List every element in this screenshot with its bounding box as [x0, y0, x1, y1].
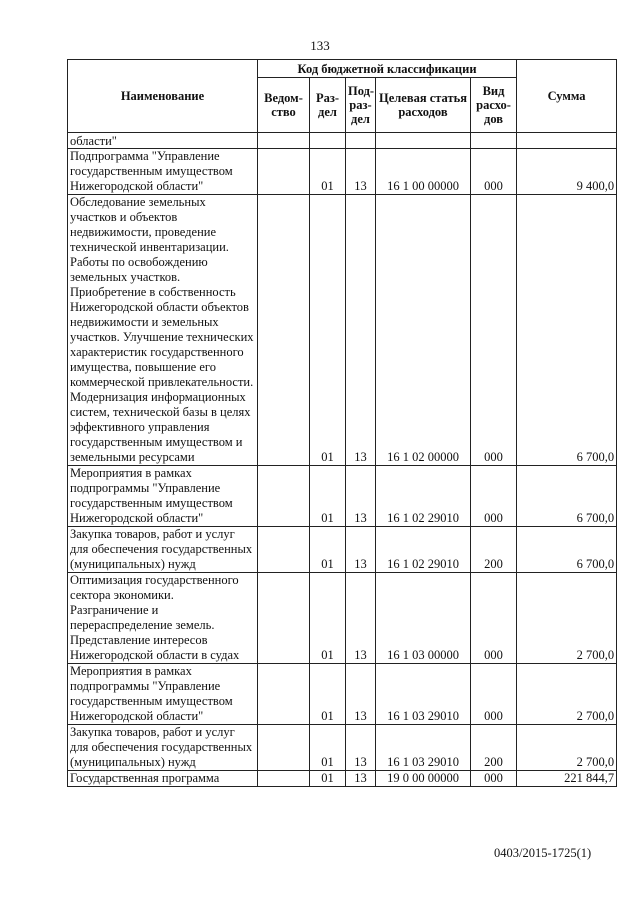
cell-razdel: 01: [310, 725, 346, 771]
cell-podrazdel: 13: [346, 725, 376, 771]
header-row-top: [68, 60, 617, 78]
cell-podrazdel: 13: [346, 149, 376, 195]
page-number: 133: [310, 38, 330, 53]
header-sum: Сумма: [517, 60, 617, 133]
header-vedomstvo: Ведом-ство: [258, 78, 310, 133]
cell-expense-type: 200: [471, 725, 517, 771]
cell-name: Обследование земельных участков и объектов недвижимости, проведение технической инвентаризации. Работы по освобождению земельных участков. Приобретение в собственность Нижегородской области объектов недвижимости и земельных участков. Улучшение технических характеристик государственного имущества, повышение его коммерческой привлекательности. Модернизация информационных систем, технической базы в целях эффективного управления государственным имуществом и земельными ресурсами: [68, 195, 258, 466]
cell-expense-type: 000: [471, 573, 517, 664]
cell-razdel: 01: [310, 573, 346, 664]
cell-sum: 221 844,7: [517, 771, 617, 787]
cell-vedomstvo: [258, 133, 310, 149]
cell-razdel: 01: [310, 149, 346, 195]
cell-name: Закупка товаров, работ и услуг для обеспечения государственных (муниципальных) нужд: [68, 725, 258, 771]
cell-podrazdel: 13: [346, 573, 376, 664]
cell-sum: 2 700,0: [517, 725, 617, 771]
cell-expense-type: [471, 133, 517, 149]
cell-vedomstvo: [258, 664, 310, 725]
cell-podrazdel: 13: [346, 466, 376, 527]
cell-razdel: [310, 133, 346, 149]
cell-name: Государственная программа: [68, 771, 258, 787]
cell-name: области": [68, 133, 258, 149]
cell-podrazdel: [346, 133, 376, 149]
cell-razdel: 01: [310, 527, 346, 573]
cell-expense-type: 200: [471, 527, 517, 573]
cell-sum: 6 700,0: [517, 195, 617, 466]
document-code: 0403/2015-1725(1): [494, 846, 592, 860]
header-name: Наименование: [68, 60, 258, 133]
cell-razdel: 01: [310, 195, 346, 466]
cell-vedomstvo: [258, 573, 310, 664]
cell-sum: 2 700,0: [517, 664, 617, 725]
table-row: [68, 664, 617, 725]
cell-expense-type: 000: [471, 149, 517, 195]
table-row: [68, 725, 617, 771]
cell-target-article: 16 1 03 29010: [376, 725, 471, 771]
cell-vedomstvo: [258, 725, 310, 771]
cell-expense-type: 000: [471, 664, 517, 725]
cell-name: Мероприятия в рамках подпрограммы "Управление государственным имуществом Нижегородской области": [68, 664, 258, 725]
cell-sum: 6 700,0: [517, 527, 617, 573]
cell-name: Закупка товаров, работ и услуг для обеспечения государственных (муниципальных) нужд: [68, 527, 258, 573]
cell-sum: 6 700,0: [517, 466, 617, 527]
cell-sum: [517, 133, 617, 149]
table-row: [68, 573, 617, 664]
header-podrazdel: Под-раз-дел: [346, 78, 376, 133]
cell-target-article: [376, 133, 471, 149]
header-target-article: Целевая статья расходов: [376, 78, 471, 133]
cell-name: Мероприятия в рамках подпрограммы "Управление государственным имуществом Нижегородской области": [68, 466, 258, 527]
cell-expense-type: 000: [471, 466, 517, 527]
cell-expense-type: 000: [471, 195, 517, 466]
cell-vedomstvo: [258, 466, 310, 527]
cell-vedomstvo: [258, 771, 310, 787]
cell-target-article: 16 1 03 29010: [376, 664, 471, 725]
table-row: [68, 133, 617, 149]
cell-vedomstvo: [258, 195, 310, 466]
cell-name: Оптимизация государственного сектора экономики. Разграничение и перераспределение земель. Представление интересов Нижегородской области в судах: [68, 573, 258, 664]
table-row: [68, 527, 617, 573]
cell-target-article: 16 1 02 00000: [376, 195, 471, 466]
header-classification-group: Код бюджетной классификации: [258, 60, 517, 78]
table-row: [68, 195, 617, 466]
header-razdel: Раз-дел: [310, 78, 346, 133]
table-body: [68, 133, 617, 787]
cell-target-article: 16 1 00 00000: [376, 149, 471, 195]
table-row: [68, 466, 617, 527]
budget-table: [67, 59, 617, 787]
cell-razdel: 01: [310, 664, 346, 725]
cell-razdel: 01: [310, 771, 346, 787]
cell-podrazdel: 13: [346, 527, 376, 573]
table-row: [68, 149, 617, 195]
cell-podrazdel: 13: [346, 195, 376, 466]
cell-expense-type: 000: [471, 771, 517, 787]
cell-name: Подпрограмма "Управление государственным имуществом Нижегородской области": [68, 149, 258, 195]
cell-sum: 2 700,0: [517, 573, 617, 664]
table-row: [68, 771, 617, 787]
cell-podrazdel: 13: [346, 664, 376, 725]
header-expense-type: Вид расхо-дов: [471, 78, 517, 133]
cell-target-article: 16 1 03 00000: [376, 573, 471, 664]
cell-sum: 9 400,0: [517, 149, 617, 195]
cell-target-article: 16 1 02 29010: [376, 466, 471, 527]
cell-razdel: 01: [310, 466, 346, 527]
cell-target-article: 19 0 00 00000: [376, 771, 471, 787]
cell-target-article: 16 1 02 29010: [376, 527, 471, 573]
cell-vedomstvo: [258, 149, 310, 195]
cell-podrazdel: 13: [346, 771, 376, 787]
cell-vedomstvo: [258, 527, 310, 573]
